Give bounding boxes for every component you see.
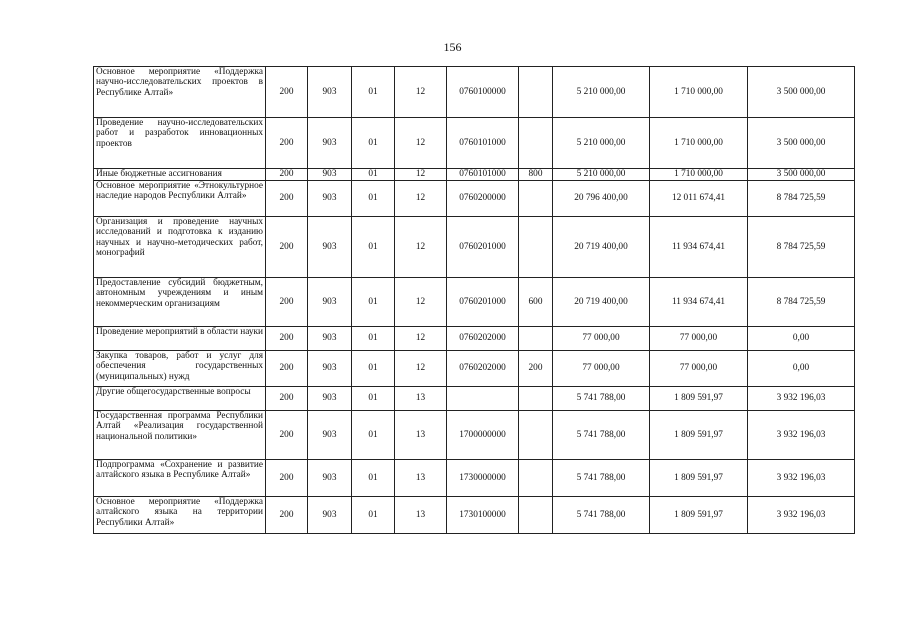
row-value-3: 3 932 196,03 — [748, 387, 855, 411]
table-row — [94, 351, 855, 387]
row-value-3: 8 784 725,59 — [748, 217, 855, 278]
row-description: Проведение мероприятий в области науки — [94, 327, 266, 351]
row-code-4: 13 — [395, 460, 447, 497]
row-value-3: 8 784 725,59 — [748, 181, 855, 217]
row-expense-type — [519, 387, 553, 411]
row-expense-type — [519, 217, 553, 278]
table-row — [94, 217, 855, 278]
row-value-1: 5 741 788,00 — [553, 411, 650, 460]
row-code-3: 01 — [352, 351, 395, 387]
row-description: Основное мероприятие «Этнокультурное наследие народов Республики Алтай» — [94, 181, 266, 217]
row-code-1: 200 — [266, 460, 308, 497]
row-value-2: 1 809 591,97 — [650, 460, 748, 497]
row-value-3: 0,00 — [748, 327, 855, 351]
row-code-3: 01 — [352, 411, 395, 460]
row-value-1: 5 210 000,00 — [553, 169, 650, 181]
row-value-2: 1 710 000,00 — [650, 169, 748, 181]
row-code-1: 200 — [266, 217, 308, 278]
row-code-3: 01 — [352, 497, 395, 534]
row-value-1: 77 000,00 — [553, 327, 650, 351]
row-value-1: 5 210 000,00 — [553, 67, 650, 118]
row-code-4: 12 — [395, 67, 447, 118]
row-code-1: 200 — [266, 327, 308, 351]
row-code-2: 903 — [308, 181, 352, 217]
row-code-4: 13 — [395, 387, 447, 411]
row-value-2: 1 710 000,00 — [650, 67, 748, 118]
row-code-4: 13 — [395, 497, 447, 534]
row-description: Закупка товаров, работ и услуг для обеспечения государственных (муниципальных) нужд — [94, 351, 266, 387]
row-value-2: 1 710 000,00 — [650, 118, 748, 169]
row-code-3: 01 — [352, 169, 395, 181]
row-value-3: 3 932 196,03 — [748, 411, 855, 460]
row-code-2: 903 — [308, 460, 352, 497]
row-value-1: 5 741 788,00 — [553, 497, 650, 534]
row-code-3: 01 — [352, 118, 395, 169]
row-target-article: 0760101000 — [447, 118, 519, 169]
row-code-1: 200 — [266, 181, 308, 217]
row-value-3: 3 500 000,00 — [748, 118, 855, 169]
table-row — [94, 278, 855, 327]
table-row — [94, 67, 855, 118]
table-row — [94, 169, 855, 181]
row-expense-type — [519, 67, 553, 118]
row-code-2: 903 — [308, 411, 352, 460]
row-description: Иные бюджетные ассигнования — [94, 169, 266, 181]
page-number: 156 — [443, 40, 462, 54]
row-target-article: 0760101000 — [447, 169, 519, 181]
row-target-article: 0760202000 — [447, 351, 519, 387]
row-value-1: 77 000,00 — [553, 351, 650, 387]
row-code-3: 01 — [352, 67, 395, 118]
row-description: Государственная программа Республики Алтай «Реализация государственной национальной политики» — [94, 411, 266, 460]
row-code-2: 903 — [308, 118, 352, 169]
row-code-2: 903 — [308, 217, 352, 278]
row-value-3: 3 932 196,03 — [748, 460, 855, 497]
row-value-2: 11 934 674,41 — [650, 217, 748, 278]
row-code-3: 01 — [352, 181, 395, 217]
row-value-3: 3 500 000,00 — [748, 169, 855, 181]
row-value-2: 1 809 591,97 — [650, 411, 748, 460]
row-description: Основное мероприятие «Поддержка алтайского языка на территории Республики Алтай» — [94, 497, 266, 534]
row-code-2: 903 — [308, 497, 352, 534]
row-value-3: 3 500 000,00 — [748, 67, 855, 118]
table-row — [94, 497, 855, 534]
row-value-3: 0,00 — [748, 351, 855, 387]
table-row — [94, 387, 855, 411]
row-code-4: 12 — [395, 278, 447, 327]
row-value-1: 5 741 788,00 — [553, 387, 650, 411]
row-expense-type — [519, 460, 553, 497]
row-description: Другие общегосударственные вопросы — [94, 387, 266, 411]
row-code-1: 200 — [266, 169, 308, 181]
table-row — [94, 460, 855, 497]
row-target-article: 1730000000 — [447, 460, 519, 497]
row-expense-type: 800 — [519, 169, 553, 181]
row-expense-type — [519, 411, 553, 460]
row-value-1: 20 719 400,00 — [553, 278, 650, 327]
row-value-3: 8 784 725,59 — [748, 278, 855, 327]
row-code-4: 12 — [395, 181, 447, 217]
row-expense-type — [519, 181, 553, 217]
row-description: Основное мероприятие «Поддержка научно-исследовательских проектов в Республике Алтай» — [94, 67, 266, 118]
table-row — [94, 181, 855, 217]
row-target-article: 0760200000 — [447, 181, 519, 217]
row-code-1: 200 — [266, 118, 308, 169]
row-code-4: 13 — [395, 411, 447, 460]
row-target-article: 0760201000 — [447, 217, 519, 278]
row-value-3: 3 932 196,03 — [748, 497, 855, 534]
row-code-4: 12 — [395, 118, 447, 169]
row-code-2: 903 — [308, 278, 352, 327]
row-target-article: 0760100000 — [447, 67, 519, 118]
row-target-article: 1700000000 — [447, 411, 519, 460]
row-expense-type — [519, 327, 553, 351]
row-expense-type — [519, 497, 553, 534]
row-code-4: 12 — [395, 327, 447, 351]
row-value-1: 20 796 400,00 — [553, 181, 650, 217]
row-target-article: 1730100000 — [447, 497, 519, 534]
row-code-4: 12 — [395, 169, 447, 181]
row-code-1: 200 — [266, 411, 308, 460]
row-value-1: 5 210 000,00 — [553, 118, 650, 169]
table-row — [94, 411, 855, 460]
row-value-2: 1 809 591,97 — [650, 497, 748, 534]
row-code-3: 01 — [352, 327, 395, 351]
row-code-3: 01 — [352, 387, 395, 411]
row-description: Организация и проведение научных исследований и подготовка к изданию научных и научно-методических работ, монографий — [94, 217, 266, 278]
row-code-2: 903 — [308, 387, 352, 411]
row-value-1: 20 719 400,00 — [553, 217, 650, 278]
table-row — [94, 327, 855, 351]
row-description: Подпрограмма «Сохранение и развитие алтайского языка в Республике Алтай» — [94, 460, 266, 497]
table-row — [94, 118, 855, 169]
row-description: Проведение научно-исследовательских работ и разработок инновационных проектов — [94, 118, 266, 169]
row-value-2: 11 934 674,41 — [650, 278, 748, 327]
row-code-1: 200 — [266, 497, 308, 534]
row-expense-type: 600 — [519, 278, 553, 327]
row-code-3: 01 — [352, 217, 395, 278]
row-description: Предоставление субсидий бюджетным, автономным учреждениям и иным некоммерческим организациям — [94, 278, 266, 327]
row-code-2: 903 — [308, 67, 352, 118]
row-code-1: 200 — [266, 278, 308, 327]
row-code-1: 200 — [266, 351, 308, 387]
row-code-3: 01 — [352, 460, 395, 497]
row-code-2: 903 — [308, 351, 352, 387]
row-value-2: 12 011 674,41 — [650, 181, 748, 217]
row-target-article — [447, 387, 519, 411]
row-code-3: 01 — [352, 278, 395, 327]
row-value-1: 5 741 788,00 — [553, 460, 650, 497]
row-value-2: 77 000,00 — [650, 327, 748, 351]
row-code-2: 903 — [308, 327, 352, 351]
budget-table — [93, 66, 855, 534]
row-expense-type: 200 — [519, 351, 553, 387]
row-code-2: 903 — [308, 169, 352, 181]
row-code-1: 200 — [266, 387, 308, 411]
row-value-2: 1 809 591,97 — [650, 387, 748, 411]
row-value-2: 77 000,00 — [650, 351, 748, 387]
row-expense-type — [519, 118, 553, 169]
row-code-4: 12 — [395, 351, 447, 387]
row-code-4: 12 — [395, 217, 447, 278]
row-code-1: 200 — [266, 67, 308, 118]
row-target-article: 0760201000 — [447, 278, 519, 327]
row-target-article: 0760202000 — [447, 327, 519, 351]
